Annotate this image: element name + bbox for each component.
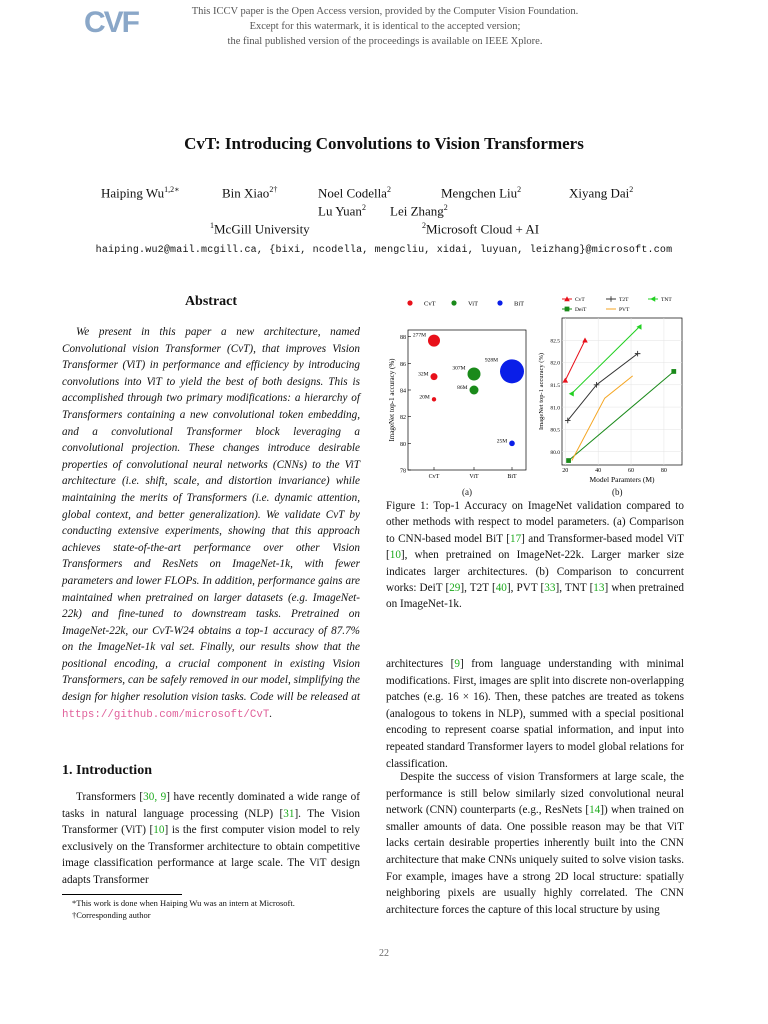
- y-tick-label: 82.0: [550, 360, 560, 367]
- abstract-body: [62, 324, 360, 723]
- y-tick-label: 78: [400, 468, 406, 475]
- author-sup: 2: [386, 185, 391, 194]
- data-label: 928M: [484, 357, 498, 364]
- footnote: *This work is done when Haiping Wu was an intern at Microsoft.: [72, 898, 295, 908]
- figure-1b-chart: [534, 290, 686, 500]
- body-text: architectures [: [386, 658, 455, 670]
- legend-label: T2T: [619, 297, 629, 303]
- series-marker: [608, 296, 614, 302]
- legend-marker: [497, 300, 502, 305]
- intro-paragraph: [62, 789, 360, 889]
- data-point: [468, 368, 481, 381]
- legend-label: ViT: [468, 300, 479, 308]
- y-axis-label: ImageNet top-1 accuracy (%): [388, 358, 396, 442]
- legend-label: CvT: [424, 300, 436, 308]
- author-name: Haiping Wu: [101, 185, 165, 201]
- code-link[interactable]: https://github.com/microsoft/CvT: [62, 708, 270, 721]
- author: [318, 203, 366, 219]
- caption-text: ] when pretrained on ImageNet-1k.: [386, 582, 685, 611]
- intro-text: Transformers [: [76, 791, 144, 803]
- x-tick-label: 80: [660, 468, 667, 474]
- affiliation-name: McGill University: [214, 221, 310, 237]
- data-point: [500, 359, 524, 383]
- intro-text: ] have recently dominated a wide range of tasks in natural language processing (NLP) [: [62, 791, 360, 820]
- series-marker: [582, 337, 588, 342]
- intro-text: ]. The Vision Transformer (ViT) [: [62, 807, 360, 837]
- series-marker: [566, 458, 571, 463]
- citation-link[interactable]: 14: [589, 804, 601, 817]
- author: [318, 185, 391, 201]
- body-text: ] from language understanding with minimal modifications. First, images are split into discrete non-overlapping patches (e.g. 16 × 16). Then, these patches are treated as tokens (analogous to tokens in NLP), summed with a special positional encoding to represent coarse spatial information, and input into repeated standard Transformer layers to model global relations for classification.: [386, 658, 684, 770]
- author: [101, 185, 180, 201]
- page-number: 22: [379, 948, 389, 959]
- citation-link[interactable]: 10: [153, 824, 165, 837]
- data-label: 20M: [419, 394, 430, 401]
- figure-sublabel-a: (a): [462, 487, 472, 497]
- author-name: Lei Zhang: [390, 203, 444, 219]
- notice-line: Except for this watermark, it is identical to the accepted version;: [249, 21, 521, 32]
- series-line: [565, 340, 585, 380]
- caption-text: ] and Transformer-based model ViT [: [386, 532, 684, 562]
- data-label: 25M: [496, 438, 508, 445]
- citation-link[interactable]: 13: [593, 582, 605, 595]
- data-point: [509, 441, 515, 447]
- footnotes: [72, 897, 362, 921]
- citation-link[interactable]: 10: [389, 549, 401, 562]
- data-point: [432, 397, 436, 401]
- affiliation-sup: 2: [422, 221, 426, 230]
- citation-link[interactable]: 17: [509, 532, 522, 545]
- data-label: 277M: [412, 332, 426, 339]
- caption-text: ], when pretrained on ImageNet-22k. Larger marker size indicates larger architectures. (b) Comparison to concurrent works: DeiT [: [386, 549, 684, 595]
- data-point: [470, 386, 479, 395]
- y-tick-label: 81.5: [550, 383, 560, 390]
- body-text: ]) when trained on smaller amounts of data. One possible reason may be that ViT lacks certain desirable properties inherently built into the CNN architecture that make CNNs uniquely suited to solve vision tasks. For example, images have a strong 2D local structure: spatially neighboring pixels are usually highly correlated. The CNN architecture forces the capture of this local structure by using: [386, 804, 684, 916]
- footnote: †Corresponding author: [72, 910, 151, 920]
- data-point: [431, 373, 438, 380]
- right-paragraph-2: [386, 769, 684, 918]
- citation-link[interactable]: 31: [283, 807, 295, 820]
- citation-link[interactable]: 9: [454, 658, 460, 670]
- legend-label: CvT: [575, 297, 585, 303]
- author: [390, 203, 448, 219]
- author-sup: 2†: [269, 185, 278, 194]
- paper-title: CvT: Introducing Convolutions to Vision Transformers: [184, 134, 584, 153]
- y-tick-label: 88: [400, 335, 406, 342]
- data-label: 86M: [457, 385, 468, 391]
- author-sup: 1,2∗: [164, 185, 180, 194]
- abstract-heading: Abstract: [184, 294, 238, 309]
- data-label: 32M: [418, 371, 429, 378]
- affiliation-sup: 1: [210, 221, 214, 230]
- x-tick-label: ViT: [469, 474, 479, 480]
- author-name: Bin Xiao: [222, 185, 270, 201]
- citation-link[interactable]: 30, 9: [143, 791, 167, 803]
- series-marker: [562, 378, 568, 383]
- abstract-end: .: [269, 707, 273, 720]
- intro-heading: 1. Introduction: [62, 763, 152, 778]
- y-tick-label: 82.5: [550, 338, 560, 345]
- legend-marker: [407, 300, 412, 305]
- legend-label: DeiT: [575, 307, 587, 313]
- author-name: Mengchen Liu: [441, 185, 518, 201]
- legend-marker: [451, 300, 456, 305]
- author-sup: 2: [443, 203, 448, 212]
- caption-text: ], TNT [: [555, 582, 594, 595]
- y-axis-label: ImageNet top-1 accuracy (%): [538, 352, 545, 431]
- y-tick-label: 82: [400, 415, 406, 422]
- open-access-notice: [150, 4, 620, 49]
- author-name: Noel Codella: [318, 185, 387, 201]
- data-label: 307M: [452, 365, 466, 372]
- notice-line: the final published version of the proceedings is available on IEEE Xplore.: [227, 36, 543, 47]
- author: [441, 185, 521, 201]
- author-emails: haiping.wu2@mail.mcgill.ca, {bixi, ncodella, mengcliu, xidai, luyuan, leizhang}@microsoft.com: [95, 245, 673, 256]
- x-tick-label: 40: [595, 468, 602, 474]
- figure-caption: [386, 498, 684, 613]
- intro-text: ] is the first computer vision model to rely exclusively on the Transformer architecture to obtain competitive image classification performance at large scale. The ViT design adapts Transformer: [62, 824, 360, 886]
- caption-text: ], T2T [: [460, 582, 496, 595]
- affiliation: [210, 221, 310, 237]
- notice-line: This ICCV paper is the Open Access version, provided by the Computer Vision Foundation.: [191, 6, 579, 17]
- x-tick-label: CvT: [428, 474, 440, 480]
- author-name: Lu Yuan: [318, 203, 362, 219]
- series-line: [572, 376, 633, 461]
- figure-1a-chart: [386, 290, 538, 500]
- y-tick-label: 86: [400, 361, 406, 368]
- x-tick-label: 20: [562, 468, 569, 474]
- x-tick-label: 60: [628, 468, 635, 474]
- author: [569, 185, 633, 201]
- figure-sublabel-b: (b): [612, 487, 623, 497]
- caption-text: Figure 1: Top-1 Accuracy on ImageNet validation compared to other methods with respect to model parameters. (a) Comparison to CNN-based model BiT [: [386, 500, 684, 545]
- citation-link[interactable]: 29: [449, 582, 461, 595]
- series-marker: [565, 307, 570, 312]
- footnote-rule: [62, 894, 182, 895]
- data-point: [428, 335, 440, 347]
- right-paragraph-1: [386, 656, 684, 772]
- y-tick-label: 80: [400, 441, 406, 448]
- series-marker: [569, 391, 574, 397]
- citation-link[interactable]: 33: [544, 582, 556, 595]
- x-tick-label: BiT: [507, 474, 517, 480]
- legend-label: PVT: [619, 307, 630, 313]
- y-tick-label: 84: [400, 388, 406, 395]
- y-tick-label: 81.0: [550, 405, 560, 412]
- author-sup: 2: [517, 185, 522, 194]
- series-marker: [671, 369, 676, 374]
- author-sup: 2: [629, 185, 634, 194]
- cvf-logo: CVF: [84, 6, 138, 39]
- legend-label: BiT: [514, 300, 525, 308]
- body-text: Despite the success of vision Transformers at large scale, the performance is still below similarly sized convolutional neural network (CNN) counterparts (e.g., ResNets [: [386, 771, 684, 817]
- affiliation-name: Microsoft Cloud + AI: [426, 221, 540, 237]
- legend-label: TNT: [661, 297, 672, 303]
- y-tick-label: 80.0: [550, 449, 560, 456]
- author-name: Xiyang Dai: [569, 185, 630, 201]
- affiliation: [422, 221, 539, 237]
- author-sup: 2: [361, 203, 366, 212]
- series-marker: [650, 296, 655, 302]
- citation-link[interactable]: 40: [495, 582, 507, 595]
- abstract-text: We present in this paper a new architecture, named Convolutional vision Transformer (CvT), that improves Vision Transformer (ViT) in performance and efficiency by introducing convolutions into ViT to yield the best of both designs. This is accomplished through two primary modifications: a hierarchy of Transformers containing a new convolutional token embedding, and a convolutional Transformer block leveraging a convolutional projection. These changes introduce desirable properties of convolutional neural networks (CNNs) to the ViT architecture (i.e. shift, scale, and distortion invariance) while maintaining the merits of Transformers (i.e. dynamic attention, global context, and better generalization). We validate CvT by conducting extensive experiments, showing that this approach achieves state-of-the-art performance over other Vision Transformers and ResNets on ImageNet-1k, with fewer parameters and lower FLOPs. In addition, performance gains are maintained when pretrained on larger datasets (e.g. ImageNet-22k) and fine-tuned to downstream tasks. Pretrained on ImageNet-22k, our CvT-W24 obtains a top-1 accuracy of 87.7% on the ImageNet-1k val set. Finally, our results show that the positional encoding, a crucial component in existing Vision Transformers, can be safely removed in our model, simplifying the design for higher resolution vision tasks. Code will be released at: [62, 326, 360, 704]
- x-axis-label: Model Paramters (M): [589, 475, 655, 484]
- caption-text: ], PVT [: [506, 582, 545, 595]
- y-tick-label: 80.5: [550, 427, 560, 434]
- author: [222, 185, 277, 201]
